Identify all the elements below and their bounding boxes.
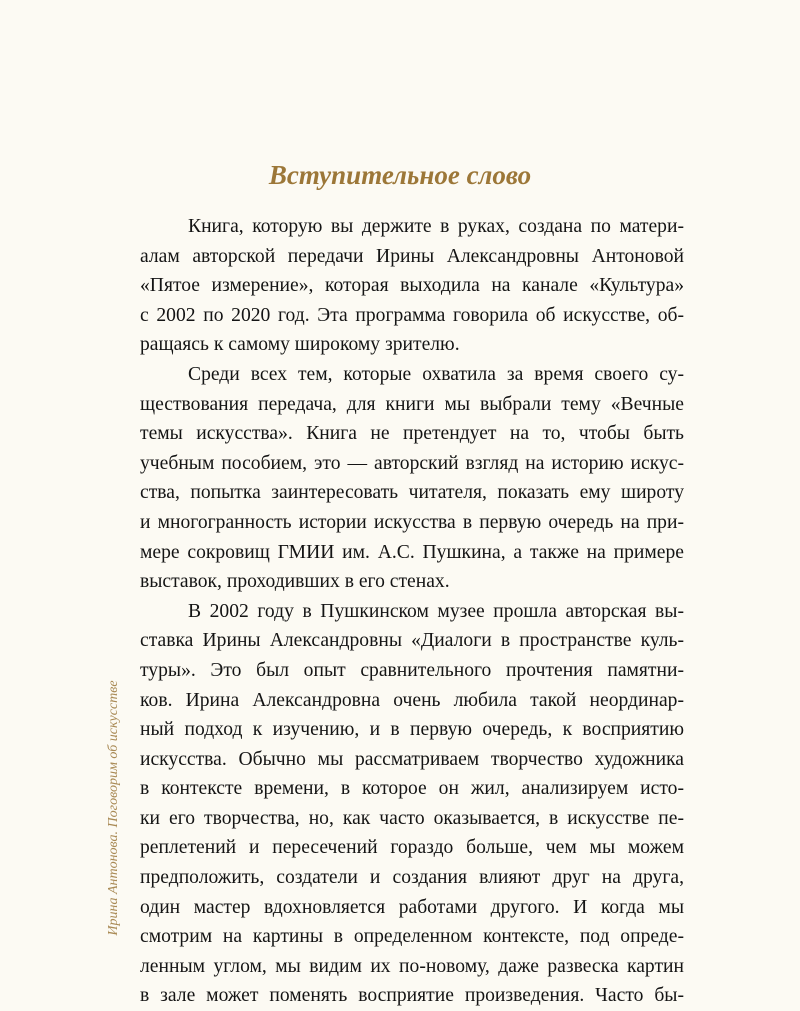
paragraph-2 [140,360,684,597]
text-line: учебным пособием, это — авторский взгляд на историю искус- [140,452,684,474]
text-line: ращаясь к самому широкому зрителю. [140,334,460,356]
text-line: ков. Ирина Александровна очень любила такой неординар- [140,689,684,711]
text-line: «Пятое измерение», которая выходила на канале «Культура» [140,275,684,297]
text-line: туры». Это был опыт сравнительного прочтения памятни- [140,659,684,681]
paragraph-1 [140,212,684,360]
text-line: темы искусства». Книга не претендует на то, чтобы быть [140,423,684,445]
text-line: Среди всех тем, которые охватила за время своего су- [188,363,684,385]
text-line: ный подход к изучению, и в первую очередь, к восприятию [140,719,684,741]
text-line: ства, попытка заинтересовать читателя, показать ему широту [140,482,684,504]
text-line: ки его творчества, но, как часто оказывается, в искусстве пе- [140,807,684,829]
text-line: в контексте времени, в которое он жил, анализируем исто- [140,778,684,800]
text-line: смотрим на картины в определенном контексте, под опреде- [140,926,684,948]
text-line: реплетений и пересечений гораздо больше, чем мы можем [140,837,684,859]
text-line: ставка Ирины Александровны «Диалоги в пространстве куль- [140,630,684,652]
text-line: в зале может поменять восприятие произведения. Часто бы- [140,985,684,1007]
paragraph-3 [140,597,684,1011]
text-line: один мастер вдохновляется работами другого. И когда мы [140,896,684,918]
text-line: В 2002 году в Пушкинском музее прошла авторская вы- [188,600,684,622]
text-line: с 2002 по 2020 год. Эта программа говорила об искусстве, об- [140,304,684,326]
text-line: алам авторской передачи Ирины Александровны Антоновой [140,245,684,267]
text-line: мере сокровищ ГМИИ им. А.С. Пушкина, а также на примере [140,541,684,563]
text-line: выставок, проходивших в его стенах. [140,571,450,593]
text-line: предположить, создатели и создания влияют друг на друга, [140,867,684,889]
text-line: ленным углом, мы видим их по-новому, даже развеска картин [140,955,684,977]
text-line: ществования передача, для книги мы выбрали тему «Вечные [140,393,684,415]
text-line: и многогранность истории искусства в первую очередь на при- [140,511,684,533]
page-title: Вступительное слово [268,160,532,190]
body-text [140,212,684,1011]
text-line: искусства. Обычно мы рассматриваем творчество художника [140,748,684,770]
text-line: Книга, которую вы держите в руках, создана по матери- [188,216,684,237]
side-running-head: Ирина Антонова. Поговорим об искусстве [106,680,121,936]
